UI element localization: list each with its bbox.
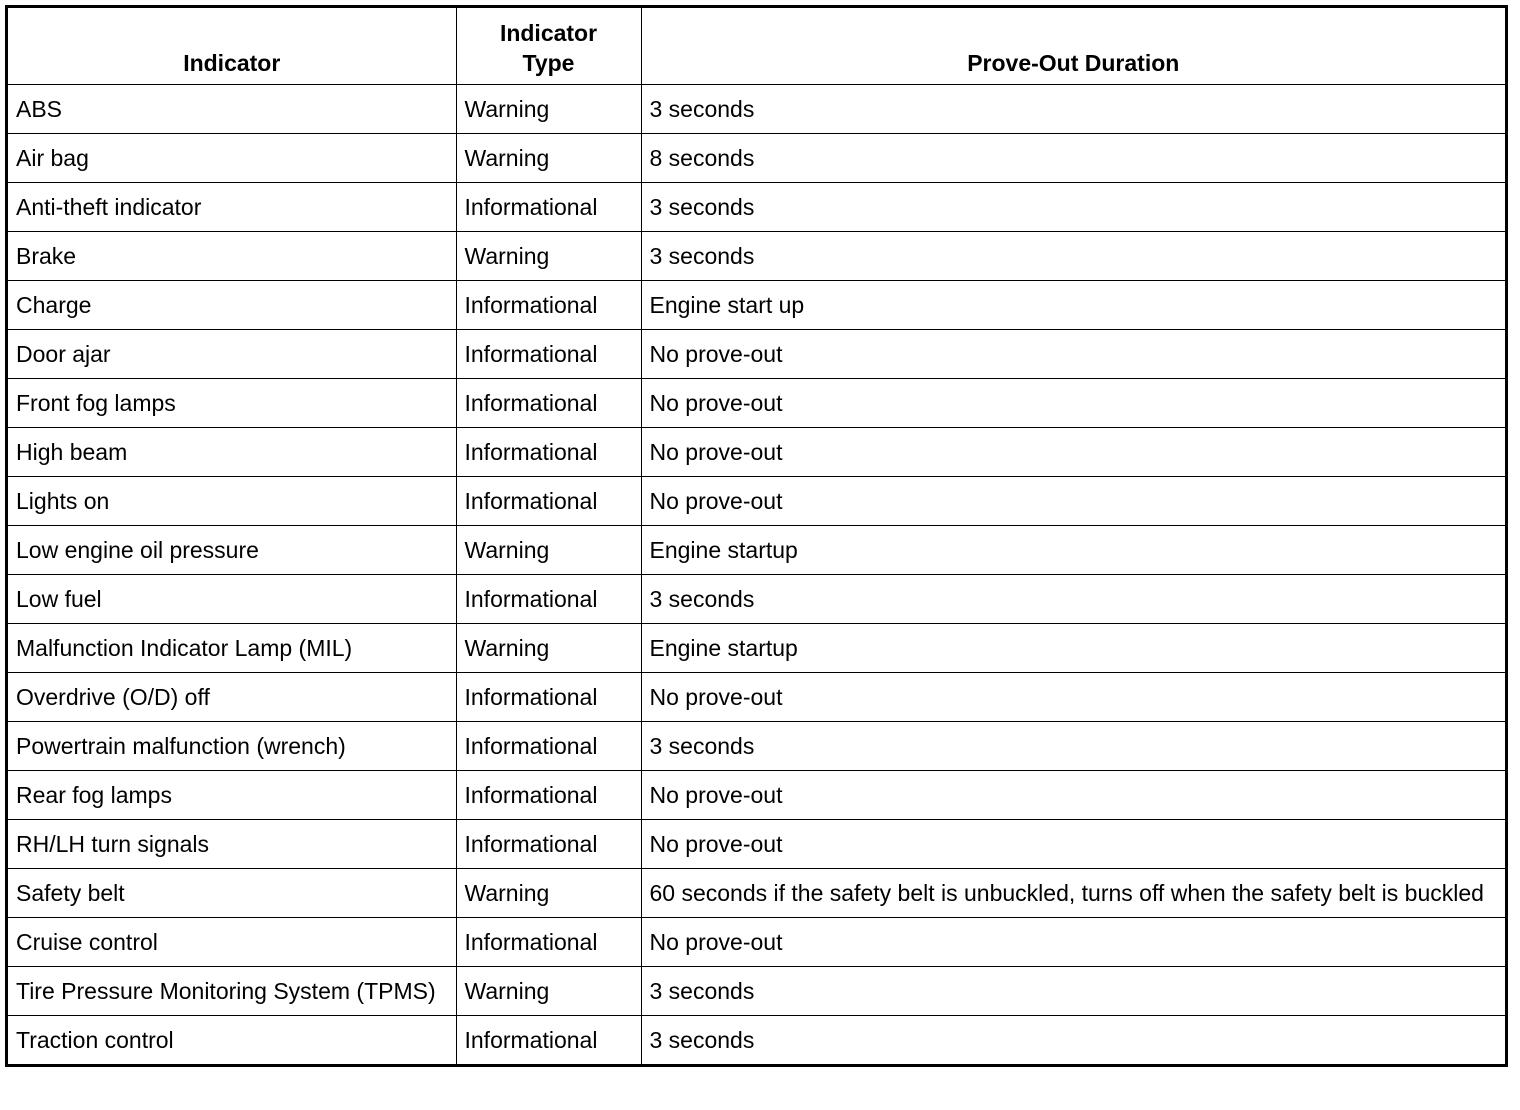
indicator-prove-out-table (8, 8, 1505, 1064)
cell-prove-out-duration: No prove-out (641, 917, 1505, 966)
cell-indicator-type: Warning (456, 868, 641, 917)
cell-indicator-type: Informational (456, 819, 641, 868)
cell-indicator: RH/LH turn signals (8, 819, 456, 868)
cell-prove-out-duration: Engine start up (641, 280, 1505, 329)
table-row (8, 770, 1505, 819)
cell-prove-out-duration: No prove-out (641, 770, 1505, 819)
cell-indicator: Anti-theft indicator (8, 182, 456, 231)
cell-prove-out-duration: No prove-out (641, 378, 1505, 427)
cell-indicator-type: Informational (456, 329, 641, 378)
cell-prove-out-duration: 3 seconds (641, 84, 1505, 133)
cell-indicator: Traction control (8, 1015, 456, 1064)
table-row (8, 721, 1505, 770)
cell-indicator: ABS (8, 84, 456, 133)
table-row (8, 280, 1505, 329)
table-row (8, 819, 1505, 868)
cell-indicator-type: Warning (456, 133, 641, 182)
cell-indicator: Charge (8, 280, 456, 329)
cell-indicator-type: Informational (456, 378, 641, 427)
table-row (8, 1015, 1505, 1064)
cell-indicator: Safety belt (8, 868, 456, 917)
cell-prove-out-duration: No prove-out (641, 476, 1505, 525)
cell-prove-out-duration: No prove-out (641, 329, 1505, 378)
cell-indicator: High beam (8, 427, 456, 476)
cell-prove-out-duration: 3 seconds (641, 721, 1505, 770)
table-body (8, 84, 1505, 1064)
table-row (8, 182, 1505, 231)
cell-indicator-type: Informational (456, 476, 641, 525)
header-row (8, 8, 1505, 84)
cell-indicator-type: Informational (456, 1015, 641, 1064)
cell-prove-out-duration: 3 seconds (641, 182, 1505, 231)
header-prove-out-duration: Prove-Out Duration (641, 8, 1505, 84)
cell-indicator-type: Informational (456, 917, 641, 966)
table-row (8, 574, 1505, 623)
cell-indicator: Tire Pressure Monitoring System (TPMS) (8, 966, 456, 1015)
cell-indicator-type: Informational (456, 672, 641, 721)
cell-indicator-type: Warning (456, 525, 641, 574)
cell-prove-out-duration: Engine startup (641, 623, 1505, 672)
table-row (8, 133, 1505, 182)
cell-prove-out-duration: Engine startup (641, 525, 1505, 574)
header-indicator: Indicator (8, 8, 456, 84)
table-row (8, 329, 1505, 378)
cell-indicator-type: Informational (456, 574, 641, 623)
table-header (8, 8, 1505, 84)
indicator-table-container (5, 5, 1508, 1067)
cell-indicator-type: Warning (456, 84, 641, 133)
header-indicator-type-line1: Indicator (499, 19, 598, 46)
table-row (8, 378, 1505, 427)
cell-indicator: Brake (8, 231, 456, 280)
table-row (8, 84, 1505, 133)
cell-indicator: Rear fog lamps (8, 770, 456, 819)
cell-prove-out-duration: 3 seconds (641, 1015, 1505, 1064)
cell-indicator: Powertrain malfunction (wrench) (8, 721, 456, 770)
table-row (8, 525, 1505, 574)
cell-prove-out-duration: 3 seconds (641, 574, 1505, 623)
cell-indicator-type: Warning (456, 623, 641, 672)
table-row (8, 231, 1505, 280)
cell-indicator: Door ajar (8, 329, 456, 378)
cell-indicator: Cruise control (8, 917, 456, 966)
cell-indicator: Low engine oil pressure (8, 525, 456, 574)
cell-prove-out-duration: 3 seconds (641, 966, 1505, 1015)
cell-prove-out-duration: 3 seconds (641, 231, 1505, 280)
table-row (8, 427, 1505, 476)
cell-prove-out-duration: 60 seconds if the safety belt is unbuckled, turns off when the safety belt is buckled (641, 868, 1505, 917)
cell-indicator-type: Informational (456, 280, 641, 329)
cell-indicator: Front fog lamps (8, 378, 456, 427)
cell-prove-out-duration: 8 seconds (641, 133, 1505, 182)
cell-prove-out-duration: No prove-out (641, 427, 1505, 476)
cell-indicator: Lights on (8, 476, 456, 525)
cell-indicator: Malfunction Indicator Lamp (MIL) (8, 623, 456, 672)
cell-prove-out-duration: No prove-out (641, 672, 1505, 721)
cell-prove-out-duration: No prove-out (641, 819, 1505, 868)
table-row (8, 917, 1505, 966)
cell-indicator-type: Warning (456, 966, 641, 1015)
cell-indicator-type: Informational (456, 721, 641, 770)
cell-indicator-type: Informational (456, 770, 641, 819)
table-row (8, 868, 1505, 917)
cell-indicator-type: Informational (456, 182, 641, 231)
table-row (8, 966, 1505, 1015)
header-indicator-type (456, 8, 641, 84)
table-row (8, 623, 1505, 672)
cell-indicator: Air bag (8, 133, 456, 182)
cell-indicator-type: Warning (456, 231, 641, 280)
header-indicator-type-line2: Type (522, 49, 575, 76)
table-row (8, 476, 1505, 525)
cell-indicator-type: Informational (456, 427, 641, 476)
cell-indicator: Low fuel (8, 574, 456, 623)
table-row (8, 672, 1505, 721)
cell-indicator: Overdrive (O/D) off (8, 672, 456, 721)
